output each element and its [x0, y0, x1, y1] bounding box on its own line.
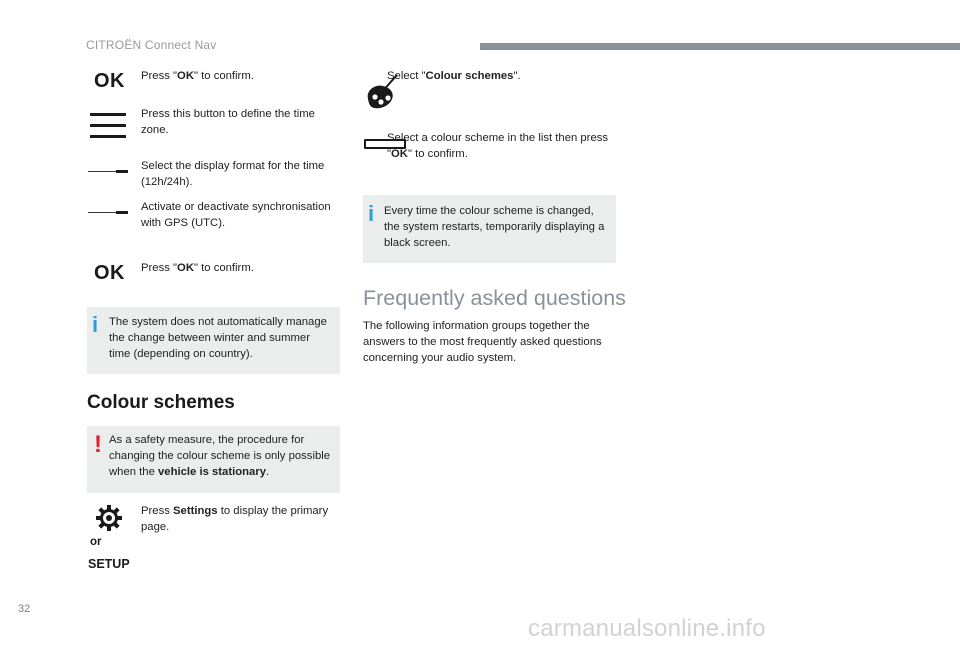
info-icon: i [92, 312, 99, 337]
ok-button-icon: OK [94, 70, 125, 92]
settings-step-text: Press Settings to display the primary page. [141, 505, 329, 533]
ok-button-icon: OK [94, 262, 125, 284]
step-gps-sync-text: Activate or deactivate synchronisation with GPS (UTC). [141, 201, 331, 229]
select-colour-schemes-text: Select "Colour schemes". [387, 70, 521, 82]
line-icon [88, 171, 128, 173]
page-number: 32 [18, 603, 31, 615]
warning-icon: ! [94, 431, 102, 458]
section-heading-colour-schemes: Colour schemes [87, 392, 235, 413]
faq-intro-text: The following information groups together the answers to the most frequently asked questions concerning your audio system. [363, 320, 602, 364]
line-icon [88, 212, 128, 214]
setup-button-label: SETUP [88, 557, 130, 571]
or-label: or [90, 536, 102, 548]
select-scheme-text: Select a colour scheme in the list then press "OK" to confirm. [387, 132, 609, 160]
step-confirm-text: Press "OK" to confirm. [141, 262, 254, 274]
info-icon: i [368, 201, 375, 226]
manual-title: CITROËN Connect Nav [86, 38, 217, 52]
settings-icon [96, 505, 122, 531]
info-note-box [87, 307, 340, 374]
step-time-format-text: Select the display format for the time (12h/24h). [141, 160, 325, 188]
watermark: carmanualsonline.info [528, 615, 766, 642]
info-note-box [363, 195, 616, 263]
info-note-text: Every time the colour scheme is changed, the system restarts, temporarily displaying a black screen. [384, 205, 605, 249]
menu-icon [90, 113, 126, 139]
warning-box [87, 426, 340, 493]
step-confirm-text: Press "OK" to confirm. [141, 70, 254, 82]
step-time-zone-text: Press this button to define the time zone. [141, 108, 315, 136]
info-note-text: The system does not automatically manage the change between winter and summer time (depending on country). [109, 316, 327, 360]
warning-text: As a safety measure, the procedure for changing the colour scheme is only possible when the vehicle is stationary. [109, 434, 331, 478]
header-bar [480, 43, 960, 50]
section-heading-faq: Frequently asked questions [363, 286, 626, 310]
